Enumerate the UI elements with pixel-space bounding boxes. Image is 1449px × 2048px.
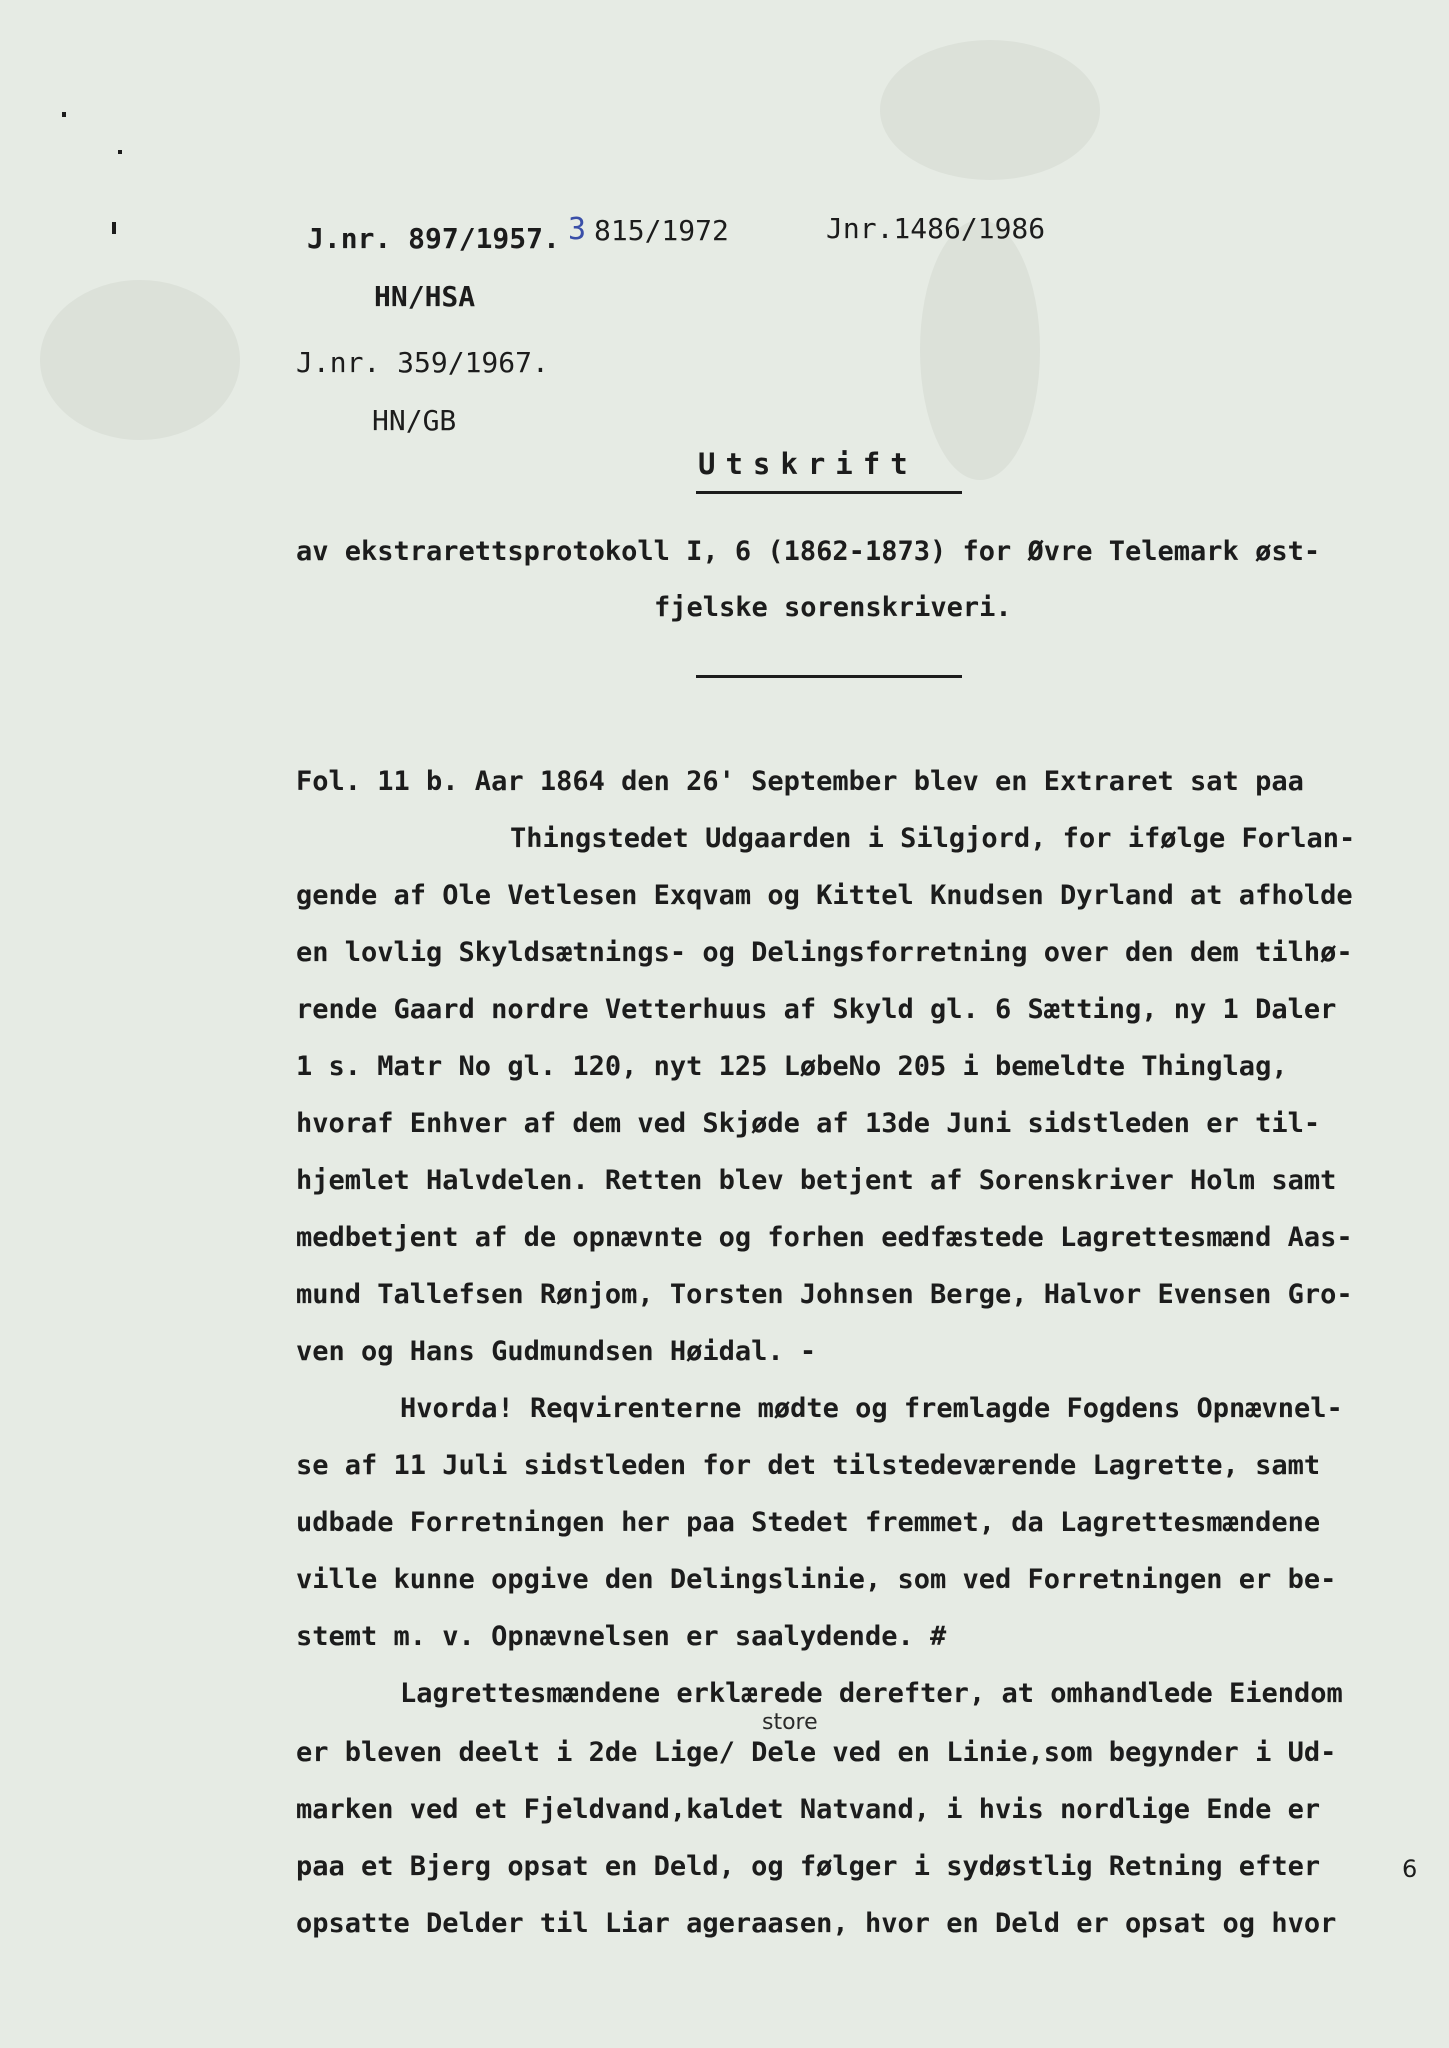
handwritten-digit: 3 (568, 212, 587, 247)
body-line: Thingstedet Udgaarden i Silgjord, for ifølge Forlan- (510, 823, 1356, 854)
body-line: medbetjent af de opnævnte og forhen eedfæstede Lagrettesmænd Aas- (296, 1222, 1353, 1253)
body-line: ville kunne opgive den Delingslinie, som ved Forretningen er be- (296, 1564, 1337, 1595)
journal-number-1: J.nr. 897/1957. (307, 222, 560, 255)
initials-2: HN/GB (372, 404, 457, 437)
body-line: Hvorda! Reqvirenterne mødte og fremlagde Fogdens Opnævnel- (400, 1393, 1343, 1424)
body-line: hjemlet Halvdelen. Retten blev betjent af Sorenskriver Holm samt (296, 1165, 1337, 1196)
body-line: opsatte Delder til Liar ageraasen, hvor en Deld er opsat og hvor (296, 1908, 1337, 1939)
margin-speck (118, 150, 122, 154)
body-line: Fol. 11 b. Aar 1864 den 26' September blev en Extraret sat paa (296, 766, 1304, 797)
journal-number-2: J.nr. 359/1967. (296, 346, 549, 379)
title-underline (696, 491, 962, 494)
body-line: udbade Forretningen her paa Stedet fremmet, da Lagrettesmændene (296, 1507, 1321, 1538)
body-line: ven og Hans Gudmundsen Høidal. - (296, 1336, 817, 1367)
body-line: gende af Ole Vetlesen Exqvam og Kittel Knudsen Dyrland at afholde (296, 880, 1353, 911)
body-line: en lovlig Skyldsætnings- og Delingsforretning over den dem tilhø- (296, 937, 1353, 968)
document-title: Utskrift (698, 447, 918, 481)
margin-page-number: 6 (1402, 1855, 1418, 1883)
body-line: Lagrettesmændene erklærede derefter, at omhandlede Eiendom (400, 1678, 1343, 1709)
journal-number-right: Jnr.1486/1986 (826, 212, 1046, 245)
paper-stain (880, 40, 1100, 180)
body-line: se af 11 Juli sidstleden for det tilstedeværende Lagrette, samt (296, 1450, 1321, 1481)
body-line: marken ved et Fjeldvand,kaldet Natvand, i hvis nordlige Ende er (296, 1794, 1321, 1825)
journal-number-extra: 815/1972 (594, 214, 729, 247)
body-line: mund Tallefsen Rønjom, Torsten Johnsen Berge, Halvor Evensen Gro- (296, 1279, 1353, 1310)
initials-1: HN/HSA (374, 280, 476, 313)
body-line: hvoraf Enhver af dem ved Skjøde af 13de Juni sidstleden er til- (296, 1108, 1321, 1139)
margin-speck (112, 222, 116, 234)
subtitle-line-2: fjelske sorenskriveri. (654, 592, 1012, 623)
margin-speck (62, 112, 66, 117)
body-line: rende Gaard nordre Vetterhuus af Skyld gl. 6 Sætting, ny 1 Daler (296, 994, 1337, 1025)
body-line: er bleven deelt i 2de Lige/ Dele ved en Linie,som begynder i Ud- (296, 1737, 1337, 1768)
subtitle-line-1: av ekstrarettsprotokoll I, 6 (1862-1873) for Øvre Telemark øst- (296, 536, 1321, 567)
body-line: stemt m. v. Opnævnelsen er saalydende. # (296, 1621, 947, 1652)
paper-stain (920, 220, 1040, 480)
body-line: paa et Bjerg opsat en Deld, og følger i sydøstlig Retning efter (296, 1851, 1321, 1882)
paper-stain (40, 280, 240, 440)
handwritten-insert: store (762, 1710, 818, 1735)
body-line: 1 s. Matr No gl. 120, nyt 125 LøbeNo 205 i bemeldte Thinglag, (296, 1051, 1288, 1082)
section-divider (696, 675, 962, 678)
